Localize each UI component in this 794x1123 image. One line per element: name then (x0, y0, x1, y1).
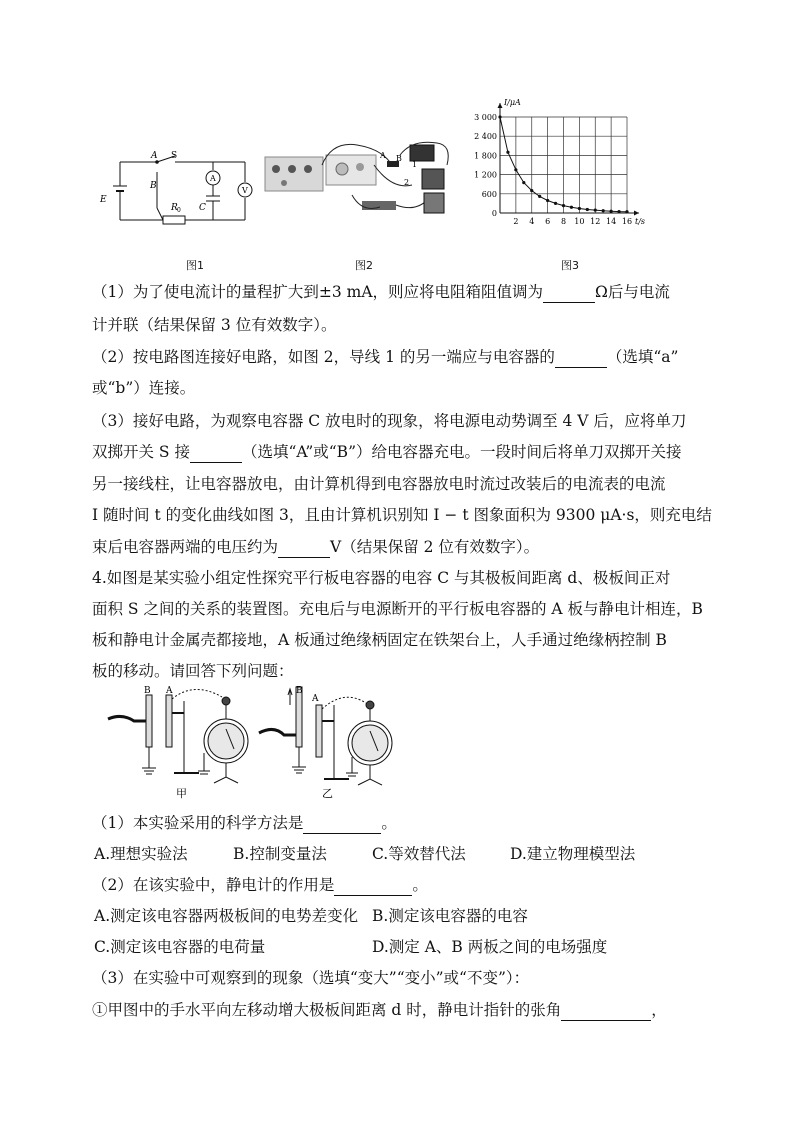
q3-3-line3: 另一接线柱，让电容器放电，由计算机得到电容器放电时流过改装后的电流表的电流 (92, 475, 666, 493)
x-tick-label: 12 (590, 217, 601, 226)
data-point (625, 210, 628, 213)
label-A: A (151, 151, 158, 161)
label-R-sub: 0 (177, 207, 181, 214)
label-S: S (171, 151, 178, 161)
answer-blank[interactable] (561, 1002, 651, 1021)
x-axis-arrow (634, 211, 639, 216)
label-jia: 甲 (176, 787, 187, 800)
option-d[interactable]: D.建立物理模型法 (510, 845, 636, 863)
x-tick-label: 2 (513, 217, 519, 226)
label-A: A (312, 694, 319, 704)
answer-blank[interactable] (555, 349, 607, 368)
q4-1-stem: （1）本实验采用的科学方法是 。 (92, 814, 397, 832)
data-point (586, 208, 589, 211)
q4-line4: 板的移动。请回答下列问题： (92, 662, 294, 680)
x-tick-label: 4 (529, 217, 535, 226)
label-B: B (144, 686, 151, 696)
answer-blank[interactable] (543, 284, 595, 303)
q3-3-line5: 束后电容器两端的电压约为 V（结果保留 2 位有效数字）。 (92, 538, 540, 556)
data-point (610, 210, 613, 213)
y-axis-label: I/μA (504, 98, 521, 107)
label-yi: 乙 (322, 787, 333, 800)
option-d[interactable]: D.测定 A、B 两板之间的电场强度 (372, 938, 608, 956)
x-tick-label: 10 (574, 217, 585, 226)
figure-2-apparatus (262, 135, 457, 217)
figure-3-caption: 图3 (561, 259, 579, 272)
label-R: R (171, 203, 178, 213)
y-tick-label: 2 400 (474, 132, 497, 142)
option-c[interactable]: C.测定该电容器的电荷量 (94, 938, 266, 956)
y-tick-label: 3 000 (474, 113, 497, 122)
data-point (506, 151, 509, 154)
figure-2-caption: 图2 (355, 259, 373, 272)
q3-1-line1: （1）为了使电流计的量程扩大到±3 mA，则应将电阻箱阻值调为 Ω后与电流 (92, 283, 670, 301)
option-a[interactable]: A.测定该电容器两极板间的电势差变化 (94, 907, 359, 925)
data-point (594, 209, 597, 212)
x-tick-label: 8 (560, 217, 567, 226)
data-point (602, 209, 605, 212)
data-point (498, 115, 501, 118)
option-a[interactable]: A.理想实验法 (94, 845, 188, 863)
q4-line2: 面积 S 之间的关系的装置图。充电后与电源断开的平行板电容器的 A 板与静电计相连，B (92, 600, 703, 618)
x-tick-label: 6 (545, 217, 551, 226)
x-tick-label: 14 (606, 217, 617, 226)
option-b[interactable]: B.控制变量法 (233, 845, 327, 863)
data-point (514, 168, 517, 171)
option-b[interactable]: B.测定该电容器的电容 (372, 907, 528, 925)
data-point (522, 181, 525, 184)
q3-1-line2: 计并联（结果保留 3 位有效数字）。 (92, 316, 337, 334)
y-tick-label: 1 200 (474, 170, 497, 180)
data-point (570, 206, 573, 209)
data-point (554, 202, 557, 205)
data-point (530, 189, 533, 192)
figure-4-electroscope (104, 683, 414, 801)
y-axis-arrow (498, 103, 503, 108)
answer-blank[interactable] (334, 877, 412, 896)
q3-3-line2: 双掷开关 S 接 （选填“A”或“B”）给电容器充电。一段时间后将单刀双掷开关接 (92, 443, 682, 461)
answer-blank[interactable] (278, 539, 330, 558)
ammeter-symbol: A (210, 174, 216, 183)
q4-3-1: ①甲图中的手水平向左移动增大极板间距离 d 时，静电计指针的张角 ， (92, 1001, 667, 1019)
y-tick-label: 0 (491, 209, 497, 218)
figure-3-chart (470, 95, 655, 235)
data-point (562, 204, 565, 207)
q4-line3: 板和静电计金属壳都接地，A 板通过绝缘柄固定在铁架台上，人手通过绝缘柄控制 B (92, 631, 667, 649)
answer-blank[interactable] (303, 815, 381, 834)
x-axis-label: t/s (635, 217, 646, 226)
option-c[interactable]: C.等效替代法 (372, 845, 466, 863)
label-E: E (100, 195, 107, 205)
label-A: A (380, 151, 386, 160)
label-B: B (150, 181, 157, 191)
label-1: 1 (412, 160, 418, 169)
y-tick-label: 600 (481, 189, 497, 199)
label-A: A (166, 686, 173, 696)
q4-2-stem: （2）在该实验中，静电计的作用是 。 (92, 876, 428, 894)
data-point (578, 207, 581, 210)
q3-3-line4: I 随时间 t 的变化曲线如图 3，且由计算机识别知 I − t 图象面积为 9300 μA·s，则充电结 (92, 506, 712, 524)
q4-3-stem: （3）在实验中可观察到的现象（选填“变大”“变小”或“不变”）： (92, 969, 530, 987)
q3-2-line2: 或“b”）连接。 (92, 379, 196, 397)
q3-3-line1: （3）接好电路，为观察电容器 C 放电时的现象，将电源电动势调至 4 V 后，应将单刀 (92, 412, 687, 430)
q3-2-line1: （2）按电路图连接好电路，如图 2，导线 1 的另一端应与电容器的 （选填“a” (92, 348, 679, 366)
label-B: B (296, 686, 303, 696)
label-B: B (396, 154, 402, 163)
voltmeter-symbol: V (242, 186, 248, 195)
data-point (546, 199, 549, 202)
answer-blank[interactable] (190, 444, 242, 463)
q4-line1: 4.如图是某实验小组定性探究平行板电容器的电容 C 与其极板间距离 d、极板间正对 (92, 569, 671, 587)
figure-1-circuit (95, 148, 255, 228)
label-C: C (199, 203, 206, 213)
label-2: 2 (404, 178, 410, 187)
data-point (617, 210, 620, 213)
data-point (538, 195, 541, 198)
y-tick-label: 1 800 (474, 151, 497, 161)
figure-1-caption: 图1 (186, 259, 204, 272)
x-tick-label: 16 (621, 217, 633, 226)
